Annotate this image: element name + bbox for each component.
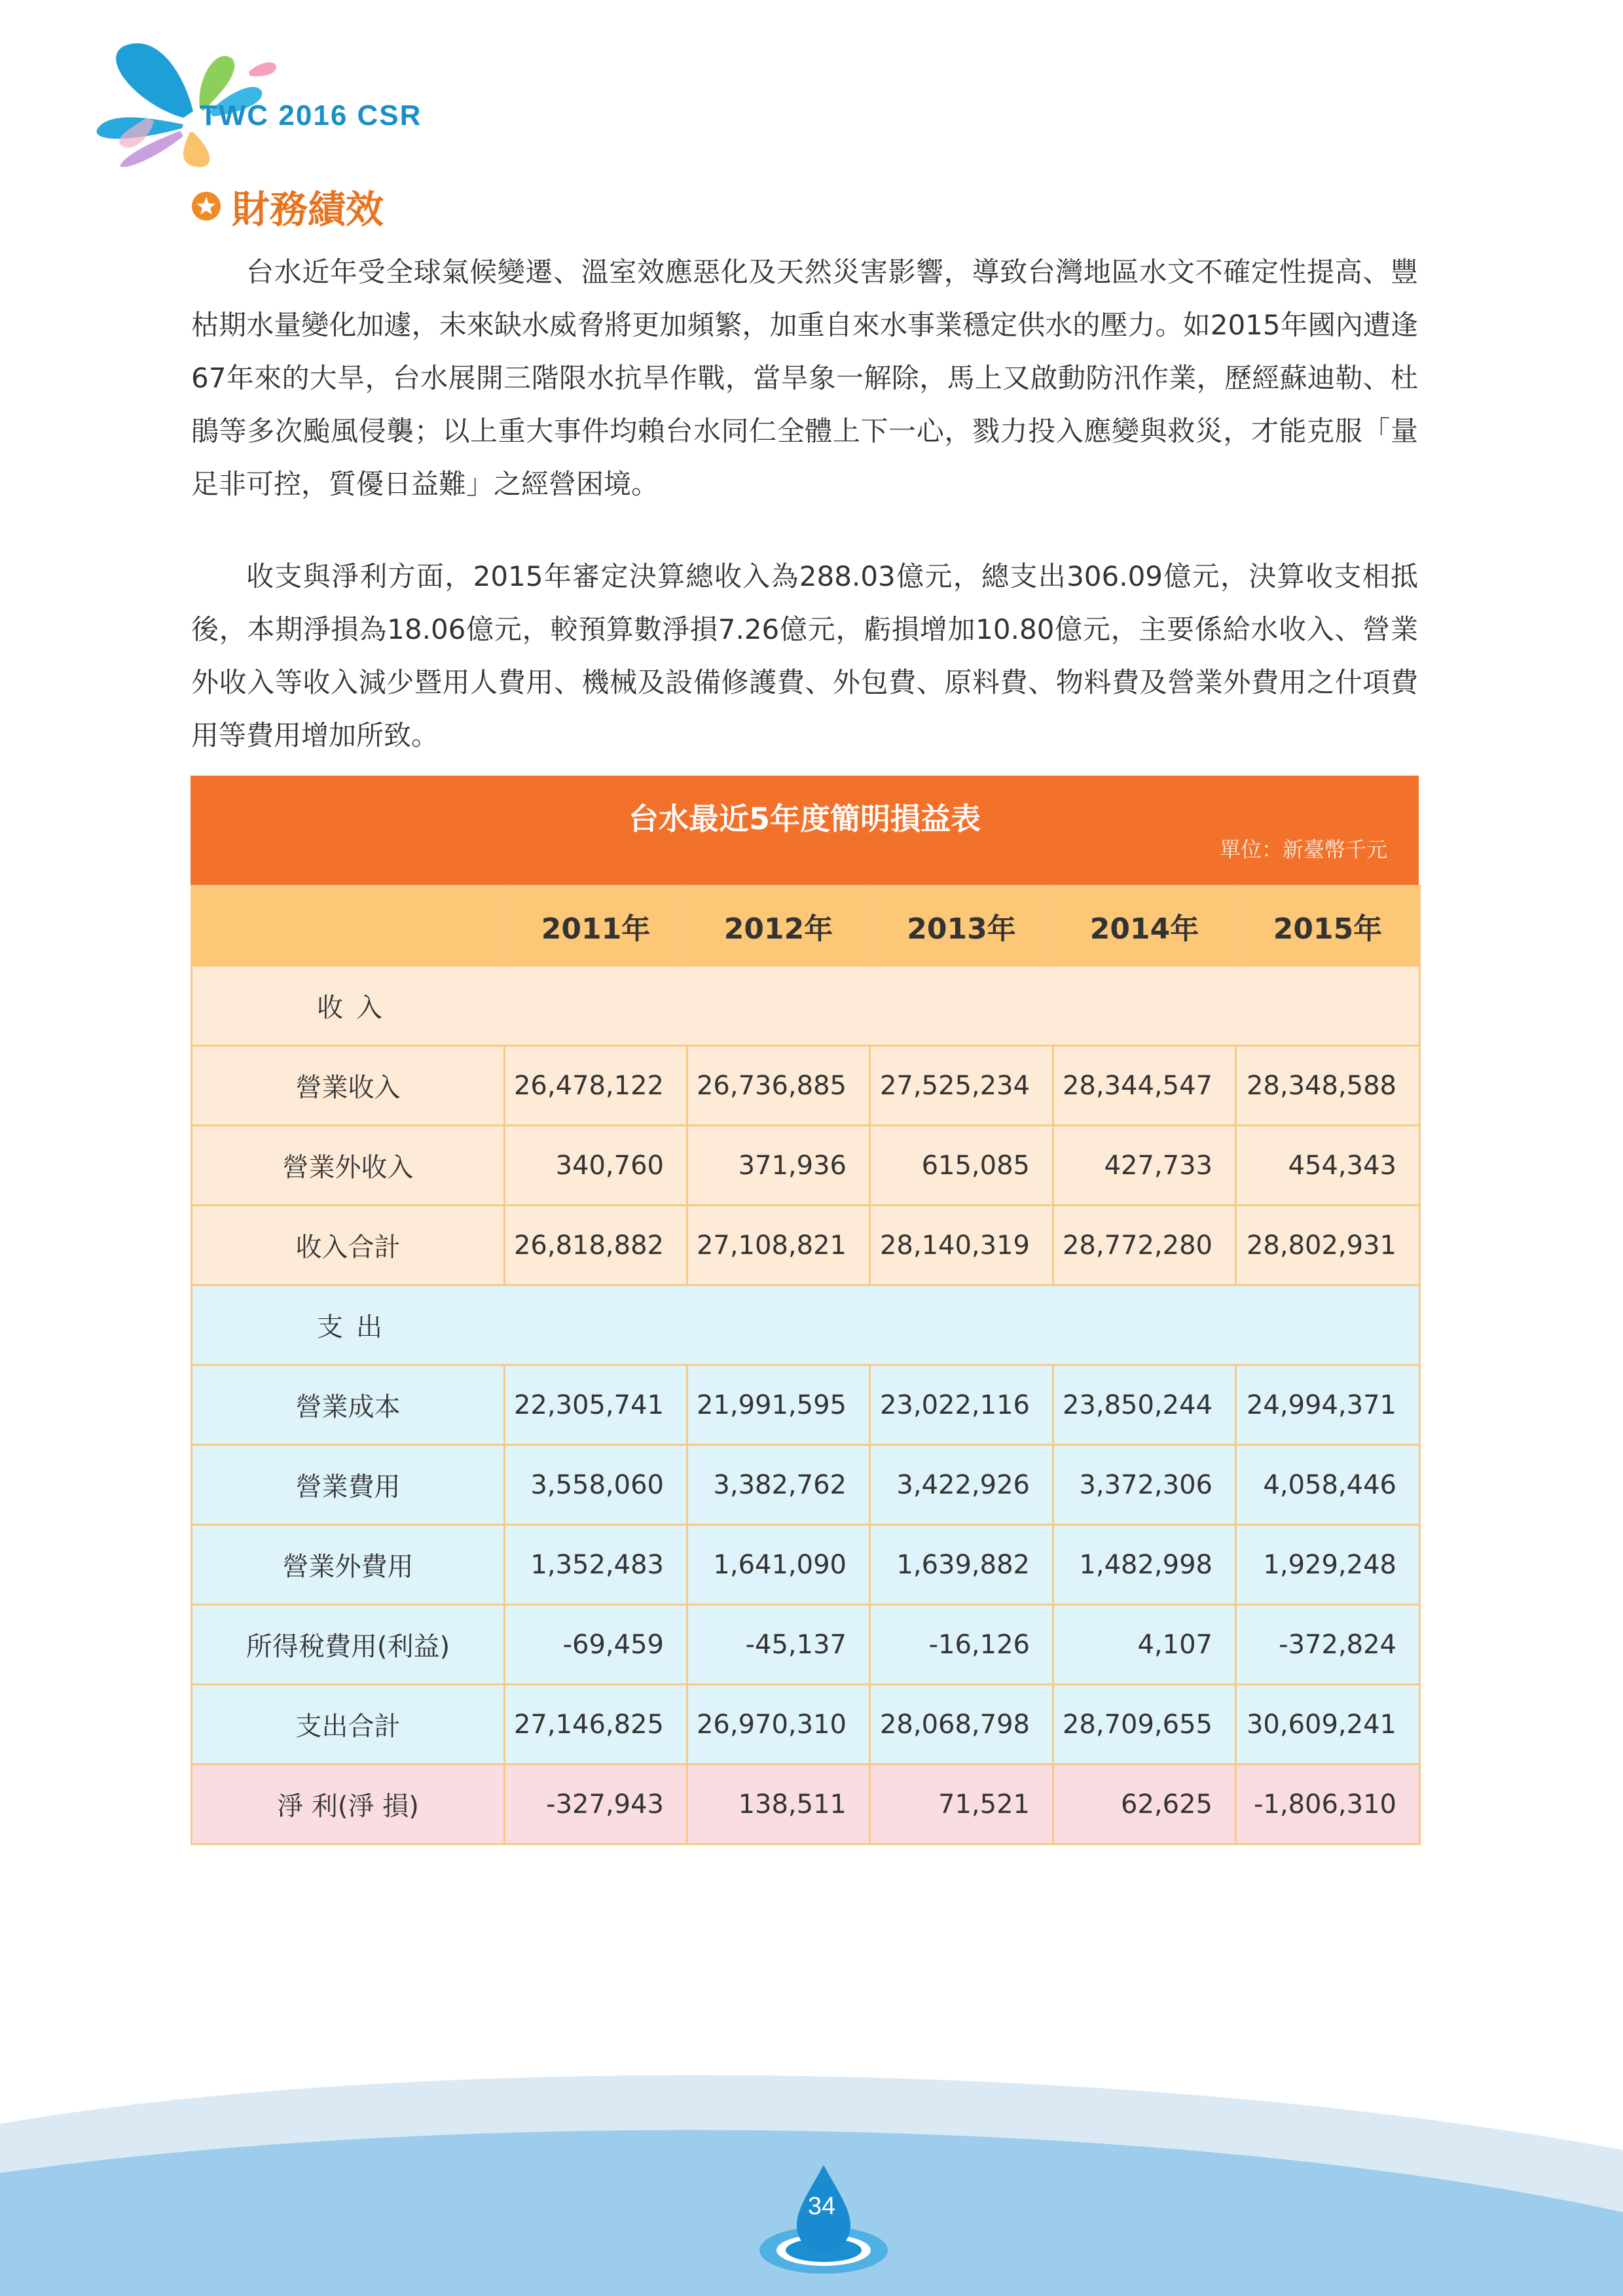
table-cell: 24,994,371 [1236, 1365, 1420, 1445]
net-income-row [192, 1765, 1420, 1844]
row-label: 所得稅費用(利益) [192, 1605, 505, 1685]
row-label: 營業外費用 [192, 1525, 505, 1605]
section-title: 財務績效 [232, 187, 384, 232]
table-cell: 28,344,547 [1053, 1046, 1236, 1126]
table-row [192, 1445, 1420, 1525]
table-cell: 28,068,798 [870, 1685, 1053, 1765]
table-cell: 26,736,885 [687, 1046, 870, 1126]
year-header: 2011年 [505, 886, 687, 966]
table-row [192, 1685, 1420, 1765]
table-row [192, 1046, 1420, 1126]
table-unit: 單位：新臺幣千元 [1219, 837, 1387, 862]
table-row [192, 1605, 1420, 1685]
year-header: 2015年 [1236, 886, 1420, 966]
table-cell: -1,806,310 [1236, 1765, 1420, 1844]
table-cell: 138,511 [687, 1765, 870, 1844]
table-cell: 30,609,241 [1236, 1685, 1420, 1765]
paragraph-financials: 收支與淨利方面，2015年審定決算總收入為288.03億元，總支出306.09億元，決算收支相抵後，本期淨損為18.06億元，較預算數淨損7.26億元，虧損增加10.80億元，主要係給水收入、營業外收入等收入減少暨用人費用、機械及設備修護費、外包費、原料費、物料費及營業外費用之什項費用等費用增加所致。 [191, 560, 1418, 751]
star-icon [191, 191, 221, 221]
table-cell: 28,140,319 [870, 1206, 1053, 1285]
income-group-label: 收入 [192, 966, 1420, 1046]
table-cell: -327,943 [505, 1765, 687, 1844]
table-cell: 22,305,741 [505, 1365, 687, 1445]
row-label: 營業收入 [192, 1046, 505, 1126]
table-cell: 27,525,234 [870, 1046, 1053, 1126]
table-cell: 23,022,116 [870, 1365, 1053, 1445]
table-cell: 21,991,595 [687, 1365, 870, 1445]
table-row [192, 1365, 1420, 1445]
table-cell: 1,482,998 [1053, 1525, 1236, 1605]
table-cell: 1,352,483 [505, 1525, 687, 1605]
year-header: 2013年 [870, 886, 1053, 966]
logo-text: TWC 2016 CSR [200, 99, 422, 132]
table-row [192, 1525, 1420, 1605]
table-cell: 1,929,248 [1236, 1525, 1420, 1605]
table-cell: 1,639,882 [870, 1525, 1053, 1605]
row-label: 營業成本 [192, 1365, 505, 1445]
table-cell: 26,478,122 [505, 1046, 687, 1126]
table-cell: 340,760 [505, 1126, 687, 1206]
table-cell: 4,107 [1053, 1605, 1236, 1685]
table-cell: 28,348,588 [1236, 1046, 1420, 1126]
paragraph-intro: 台水近年受全球氣候變遷、溫室效應惡化及天然災害影響，導致台灣地區水文不確定性提高、豐枯期水量變化加遽，未來缺水威脅將更加頻繁，加重自來水事業穩定供水的壓力。如2015年國內遭逢67年來的大旱，台水展開三階限水抗旱作戰，當旱象一解除，馬上又啟動防汛作業，歷經蘇迪勒、杜鵑等多次颱風侵襲；以上重大事件均賴台水同仁全體上下一心，戮力投入應變與救災，才能克服「量足非可控，質優日益難」之經營困境。 [191, 256, 1418, 500]
year-header: 2012年 [687, 886, 870, 966]
table-cell: 3,372,306 [1053, 1445, 1236, 1525]
table-cell: 23,850,244 [1053, 1365, 1236, 1445]
table-cell: 427,733 [1053, 1126, 1236, 1206]
table-cell: -372,824 [1236, 1605, 1420, 1685]
table-cell: 71,521 [870, 1765, 1053, 1844]
row-label: 支出合計 [192, 1685, 505, 1765]
table-cell: 28,802,931 [1236, 1206, 1420, 1285]
table-row [192, 1126, 1420, 1206]
row-label: 淨 利(淨 損) [192, 1765, 505, 1844]
table-cell: 26,818,882 [505, 1206, 687, 1285]
table-cell: -45,137 [687, 1605, 870, 1685]
table-header [191, 776, 1419, 885]
table-cell: -69,459 [505, 1605, 687, 1685]
table-cell: 62,625 [1053, 1765, 1236, 1844]
year-header: 2014年 [1053, 886, 1236, 966]
table-cell: 27,108,821 [687, 1206, 870, 1285]
table-cell: 3,422,926 [870, 1445, 1053, 1525]
table-cell: 26,970,310 [687, 1685, 870, 1765]
section-heading [191, 180, 384, 232]
table-cell: 3,382,762 [687, 1445, 870, 1525]
table-title: 台水最近5年度簡明損益表 [628, 801, 981, 836]
table-cell: -16,126 [870, 1605, 1053, 1685]
table-row [192, 1206, 1420, 1285]
table-cell: 28,709,655 [1053, 1685, 1236, 1765]
table-cell: 615,085 [870, 1126, 1053, 1206]
income-group-row [192, 966, 1420, 1046]
row-label: 營業費用 [192, 1445, 505, 1525]
expense-group-label: 支出 [192, 1285, 1420, 1365]
table-cell: 454,343 [1236, 1126, 1420, 1206]
page-number: 34 [807, 2193, 836, 2220]
table-cell: 27,146,825 [505, 1685, 687, 1765]
data-table [191, 885, 1421, 1845]
table-cell: 3,558,060 [505, 1445, 687, 1525]
row-label: 營業外收入 [192, 1126, 505, 1206]
corner-cell [192, 886, 505, 966]
year-header-row [192, 886, 1420, 966]
table-cell: 28,772,280 [1053, 1206, 1236, 1285]
table-cell: 371,936 [687, 1126, 870, 1206]
income-statement-table [191, 776, 1419, 1845]
expense-group-row [192, 1285, 1420, 1365]
table-cell: 4,058,446 [1236, 1445, 1420, 1525]
row-label: 收入合計 [192, 1206, 505, 1285]
table-cell: 1,641,090 [687, 1525, 870, 1605]
